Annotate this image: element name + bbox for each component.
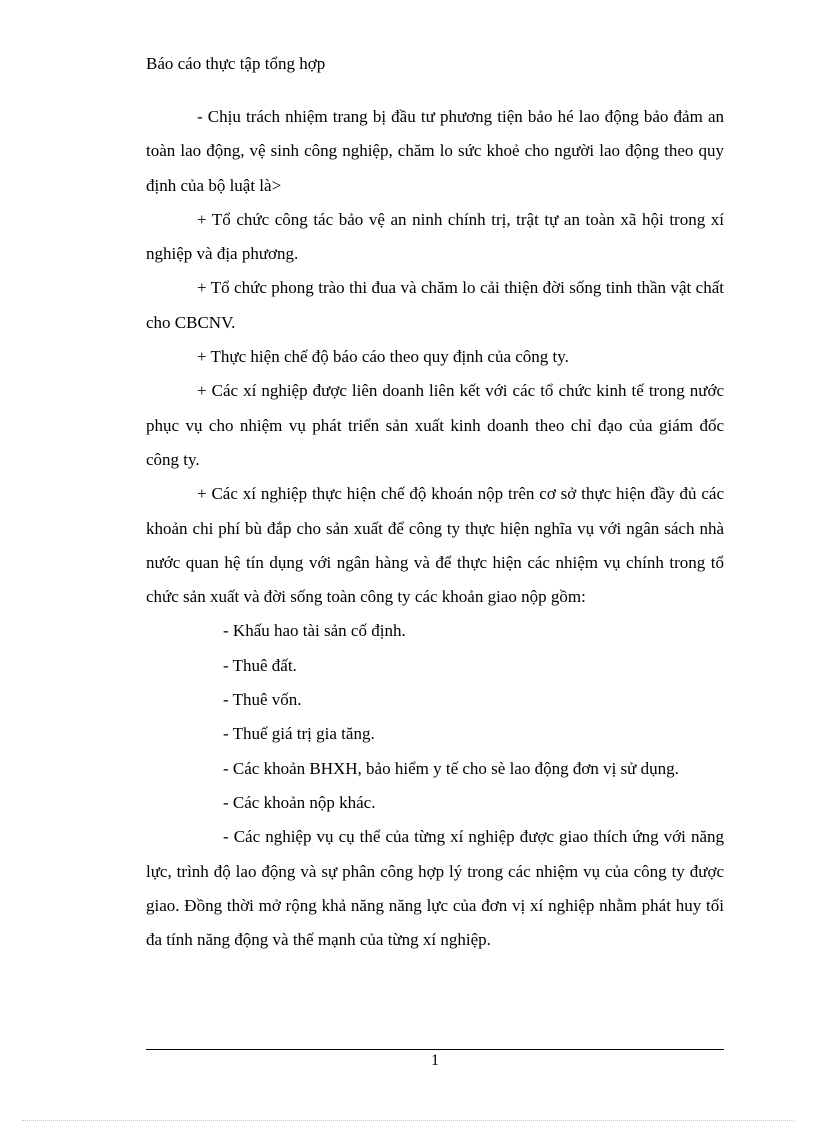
paragraph-responsibility: - Chịu trách nhiệm trang bị đầu tư phương tiện bảo hé lao động bảo đảm an toàn lao động, vệ sinh công nghiệp, chăm lo sức khoẻ cho người lao động theo quy định của bộ luật là> — [146, 107, 724, 195]
footer-divider — [146, 1049, 724, 1050]
page-header-title: Báo cáo thực tập tổng hợp — [146, 54, 326, 73]
list-item-vat: - Thuế giá trị gia tăng. — [223, 724, 375, 744]
list-item-depreciation: - Khấu hao tài sản cố định. — [223, 621, 406, 641]
list-item-capital-rent: - Thuê vốn. — [223, 690, 302, 710]
list-item-other-payments: - Các khoản nộp khác. — [223, 792, 376, 812]
document-body — [146, 100, 724, 957]
page-number: 1 — [431, 1052, 439, 1069]
paragraph-joint-venture: + Các xí nghiệp được liên doanh liên kết với các tổ chức kinh tế trong nước phục vụ cho nhiệm vụ phát triển sản xuất kinh doanh theo chỉ đạo của giám đốc công ty. — [146, 381, 724, 469]
page-bottom-border — [22, 1120, 794, 1121]
paragraph-security: + Tổ chức công tác bảo vệ an ninh chính trị, trật tự an toàn xã hội trong xí nghiệp và địa phương. — [146, 209, 724, 264]
paragraph-contract-payment: + Các xí nghiệp thực hiện chế độ khoán nộp trên cơ sở thực hiện đầy đủ các khoản chi phí bù đắp cho sản xuất để công ty thực hiện nghĩa vụ với ngân sách nhà nước quan hệ tín dụng với ngân hàng và để thực hiện các nhiệm vụ chính trong tổ chức sản xuất và đời sống toàn công ty các khoản giao nộp gồm: — [146, 484, 724, 607]
paragraph-specific-tasks: - Các nghiệp vụ cụ thể của từng xí nghiệp được giao thích ứng với năng lực, trình độ lao động và sự phân công hợp lý trong các nhiệm vụ của công ty được giao. Đồng thời mở rộng khả năng năng lực của đơn vị xí nghiệp nhằm phát huy tối đa tính năng động và thế mạnh của từng xí nghiệp. — [146, 827, 724, 950]
paragraph-reporting: + Thực hiện chế độ báo cáo theo quy định của công ty. — [197, 347, 569, 367]
list-item-insurance: - Các khoản BHXH, bảo hiểm y tế cho sè lao động đơn vị sử dụng. — [223, 758, 679, 778]
list-item-land-rent: - Thuê đất. — [223, 655, 297, 675]
paragraph-emulation: + Tổ chức phong trào thi đua và chăm lo cải thiện đời sống tinh thần vật chất cho CBCNV. — [146, 278, 724, 332]
